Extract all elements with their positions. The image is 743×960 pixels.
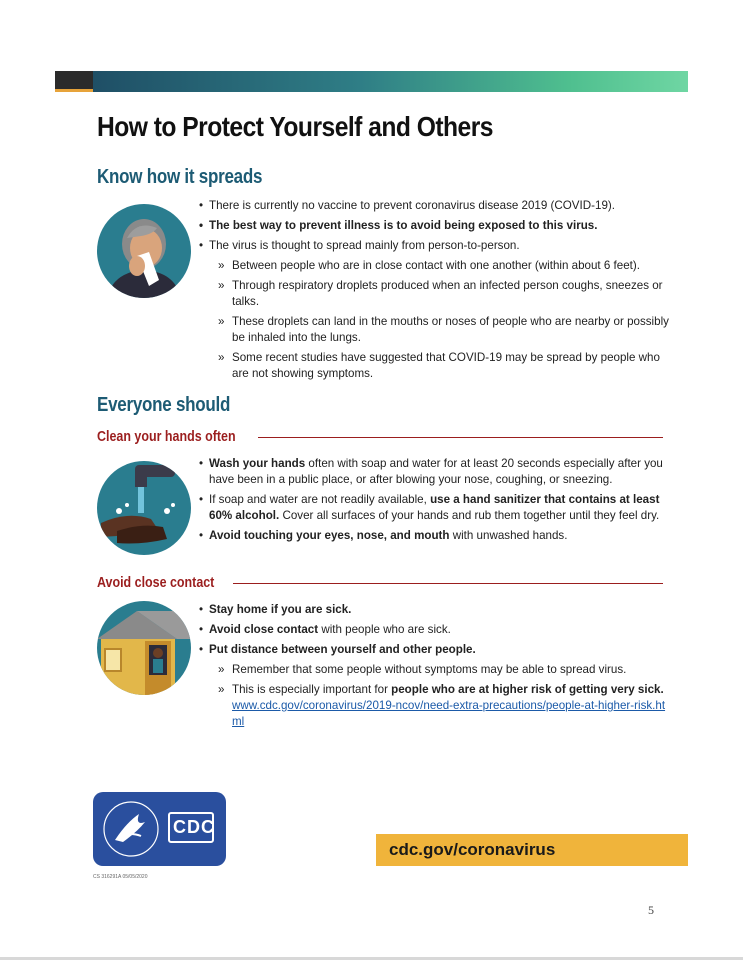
- sub-list-item: » Some recent studies have suggested that COVID-19 may be spread by people who are not showing symptoms.: [199, 350, 669, 382]
- house-icon: [97, 601, 191, 695]
- website-banner: [376, 834, 688, 866]
- list-item: • Wash your hands often with soap and water for at least 20 seconds especially after you have been in a public place, or after blowing your nose, coughing, or sneezing.: [199, 456, 669, 488]
- list-item: • If soap and water are not readily available, use a hand sanitizer that contains at least 60% alcohol. Cover all surfaces of your hands and rub them together until they feel dry.: [199, 492, 669, 524]
- document-id: CS 316291A 05/05/2020: [93, 874, 148, 880]
- sub-list-item: » Between people who are in close contact with one another (within about 6 feet).: [199, 258, 669, 274]
- list-item: • Avoid touching your eyes, nose, and mouth with unwashed hands.: [199, 528, 669, 544]
- spread-bullet-list: [199, 198, 669, 386]
- subheading-avoid-close-contact: [97, 575, 663, 591]
- higher-risk-link[interactable]: www.cdc.gov/coronavirus/2019-ncov/need-extra-precautions/people-at-higher-risk.html: [232, 699, 666, 728]
- header-bar-gradient: [93, 71, 688, 92]
- sub-list-item: » Remember that some people without symptoms may be able to spread virus.: [199, 662, 669, 678]
- contact-bullet-list: [199, 602, 669, 734]
- list-item: • There is currently no vaccine to prevent coronavirus disease 2019 (COVID-19).: [199, 198, 669, 214]
- divider: [258, 437, 663, 438]
- list-item: • The best way to prevent illness is to avoid being exposed to this virus.: [199, 218, 669, 234]
- cdc-logo-text: CDC: [173, 817, 215, 837]
- sub-list-item: » This is especially important for people who are at higher risk of getting very sick. www.cdc.gov/coronavirus/2019-ncov/need-extra-precautions/people-at-higher-risk.html: [199, 682, 669, 730]
- heading-know-how-it-spreads: Know how it spreads: [97, 166, 263, 188]
- sub-list-item: » These droplets can land in the mouths or noses of people who are nearby or possibly be inhaled into the lungs.: [199, 314, 669, 346]
- cdc-logo: [93, 792, 226, 866]
- list-item: • Put distance between yourself and other people.: [199, 642, 669, 658]
- subheading-clean-hands-label: Clean your hands often: [97, 429, 236, 445]
- divider: [233, 583, 663, 584]
- page-title: How to Protect Yourself and Others: [97, 111, 493, 142]
- website-url[interactable]: cdc.gov/coronavirus: [389, 840, 556, 859]
- hands-bullet-list: [199, 456, 669, 548]
- list-item: • Avoid close contact with people who are sick.: [199, 622, 669, 638]
- header-color-bar: [55, 71, 688, 92]
- heading-everyone-should: Everyone should: [97, 394, 231, 416]
- person-sneezing-icon: [97, 204, 191, 298]
- sub-list-item: » Through respiratory droplets produced when an infected person coughs, sneezes or talks.: [199, 278, 669, 310]
- header-bar-dark-block: [55, 71, 93, 92]
- subheading-clean-hands: [97, 429, 663, 445]
- subheading-avoid-close-contact-label: Avoid close contact: [97, 575, 215, 591]
- page-number: 5: [648, 903, 654, 917]
- list-item: • The virus is thought to spread mainly from person-to-person.: [199, 238, 669, 254]
- list-item: • Stay home if you are sick.: [199, 602, 669, 618]
- hand-washing-icon: [97, 461, 191, 555]
